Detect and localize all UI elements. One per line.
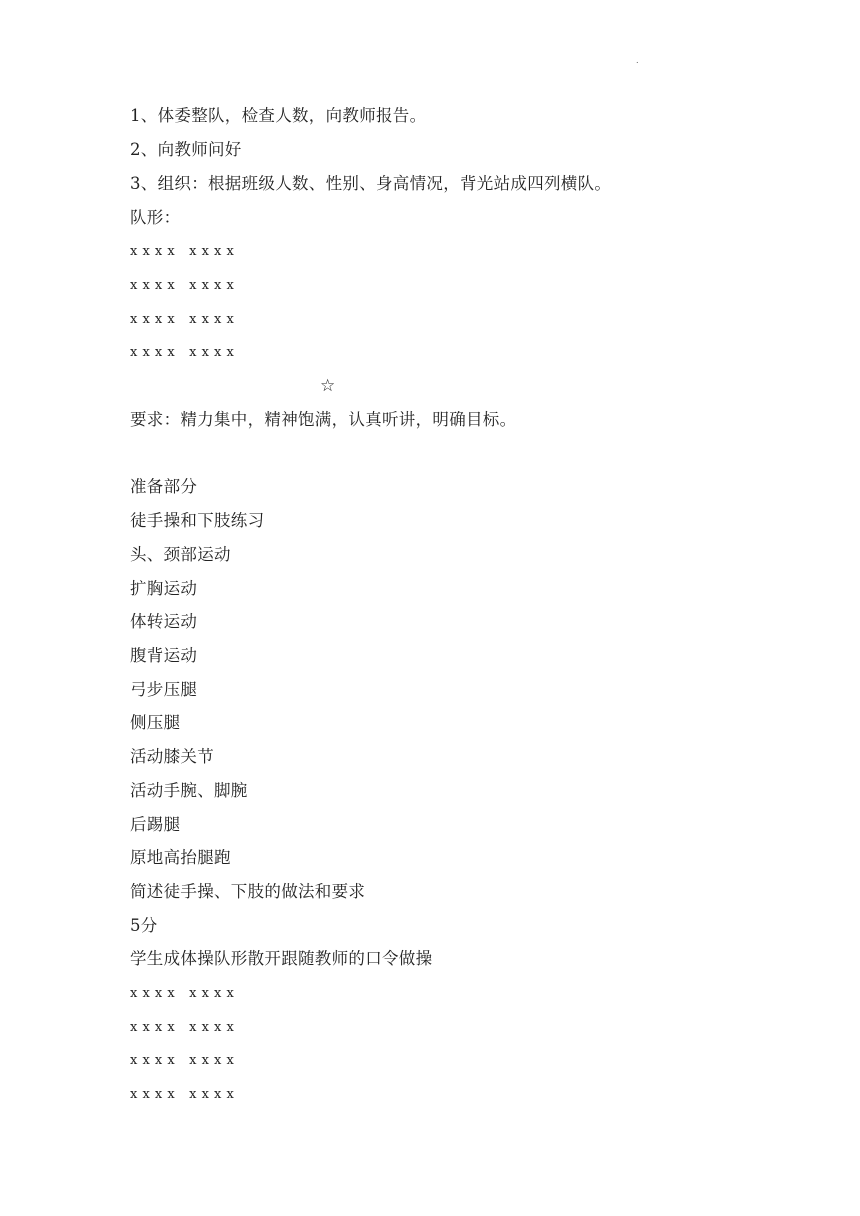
formation-row: x x x x x x x x xyxy=(130,1020,235,1035)
teacher-position-star-icon: ☆ xyxy=(320,376,336,396)
page-corner-mark: . xyxy=(636,56,639,65)
formation-row: x x x x x x x x xyxy=(130,986,235,1001)
formation-row: x x x x x x x x xyxy=(130,1053,235,1068)
exercise-line: 扩胸运动 xyxy=(130,579,198,598)
exercise-line: 活动手腕、脚腕 xyxy=(130,781,248,800)
exercise-line: 侧压腿 xyxy=(130,713,181,732)
formation-row: x x x x x x x x xyxy=(130,278,235,293)
exercise-line: 体转运动 xyxy=(130,612,198,631)
exercise-line: 头、颈部运动 xyxy=(130,545,231,564)
exercise-line: 后踢腿 xyxy=(130,815,181,834)
exercise-line: 腹背运动 xyxy=(130,646,198,665)
formation-row: x x x x x x x x xyxy=(130,312,235,327)
organization-text: 学生成体操队形散开跟随教师的口令做操 xyxy=(130,949,433,968)
formation-row: x x x x x x x x xyxy=(130,244,235,259)
exercise-line: 原地高抬腿跑 xyxy=(130,848,231,867)
step-3-text: 3、组织：根据班级人数、性别、身高情况，背光站成四列横队。 xyxy=(130,174,612,193)
duration-text: 5分 xyxy=(130,916,158,935)
method-description: 简述徒手操、下肢的做法和要求 xyxy=(130,882,366,901)
formation-row: x x x x x x x x xyxy=(130,345,235,360)
formation-label: 队形： xyxy=(130,208,181,227)
requirement-text: 要求：精力集中，精神饱满，认真听讲，明确目标。 xyxy=(130,410,517,429)
step-2-text: 2、向教师问好 xyxy=(130,140,242,159)
section-title: 准备部分 xyxy=(130,477,198,496)
exercise-line: 徒手操和下肢练习 xyxy=(130,511,265,530)
step-1-text: 1、体委整队，检查人数，向教师报告。 xyxy=(130,106,427,125)
exercise-line: 弓步压腿 xyxy=(130,680,198,699)
formation-row: x x x x x x x x xyxy=(130,1087,235,1102)
exercise-line: 活动膝关节 xyxy=(130,747,214,766)
